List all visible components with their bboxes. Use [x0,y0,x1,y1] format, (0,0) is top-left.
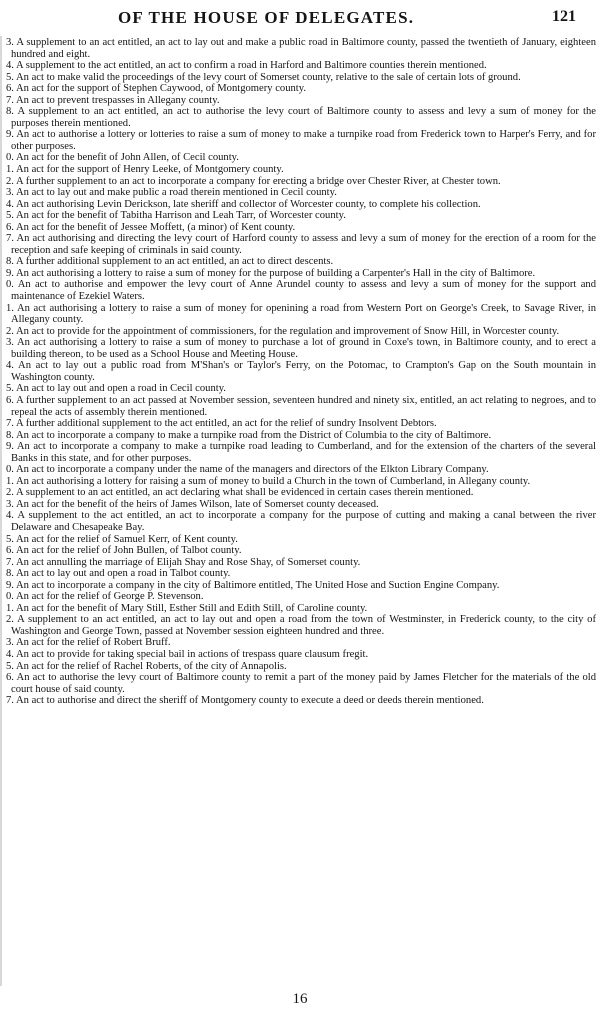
act-entry-text: 7. An act authorising and directing the levy court of Harford county to assess and levy a sum of money for the erection of a room for the reception and safe keeping of criminals in said county. [6,233,596,256]
act-entry [0,603,596,615]
act-entry [0,695,596,707]
act-entry [0,60,596,72]
act-entry [0,476,596,488]
act-entry-text: 8. A supplement to an act entitled, an act to authorise the levy court of Baltimore county to assess and levy a sum of money for the purposes therein mentioned. [6,106,596,129]
act-entry [0,545,596,557]
act-entry [0,164,596,176]
act-entry [0,199,596,211]
act-entry-text: 8. An act to lay out and open a road in Talbot county. [6,568,231,580]
act-entry [0,268,596,280]
act-entry-text: 4. A supplement to the act entitled, an act to confirm a road in Harford and Baltimore counties therein mentioned. [6,60,487,72]
act-entry [0,534,596,546]
act-entry-text: 9. An act to incorporate a company to make a turnpike road leading to Cumberland, and for the extension of the charters of the several Banks in this state, and for other purposes. [6,441,596,464]
act-entry [0,464,596,476]
act-entry-text: 6. An act for the relief of John Bullen, of Talbot county. [6,545,242,557]
act-entry-text: 2. A supplement to an act entitled, an act declaring what shall be evidenced in certain cases therein mentioned. [6,487,474,499]
page-footer [0,990,600,1008]
act-entry-text: 4. An act to provide for taking special bail in actions of trespass quare clausum fregit. [6,648,369,660]
act-entry [0,637,596,649]
act-entry-text: 2. A supplement to an act entitled, an act to lay out and open a road from the town of Westminster, in Frederick county, to the city of Washington and George Town, passed at November session eighteen hundred and three. [6,614,596,637]
act-entry [0,418,596,430]
act-entry-text: 4. An act authorising Levin Derickson, late sheriff and collector of Worcester county, to complete his collection. [6,198,481,210]
act-entry [0,591,596,603]
signature-mark: 16 [292,991,308,1007]
act-entry-text: 8. A further additional supplement to an act entitled, an act to direct descents. [6,256,334,268]
act-entry [0,95,596,107]
act-entry-text: 3. An act authorising a lottery to raise a sum of money to purchase a lot of ground in Coxe's town, in Baltimore county, and to erect a building thereon, to be used as a School House and Meeting House. [6,337,596,360]
act-entry-text: 2. An act to provide for the appointment of commissioners, for the regulation and improvement of Snow Hill, in Worcester county. [6,325,560,337]
act-entry [0,279,596,302]
act-entry-text: 8. An act to incorporate a company to make a turnpike road from the District of Columbia to the city of Baltimore. [6,429,492,441]
act-entry-text: 0. An act for the benefit of John Allen, of Cecil county. [6,152,239,164]
act-entry-text: 7. A further additional supplement to the act entitled, an act for the relief of sundry Insolvent Debtors. [6,418,437,430]
act-entry-text: 1. An act authorising a lottery to raise a sum of money for openining a road from Western Port on George's Creek, to Savage River, in Allegany county. [6,302,596,326]
act-entry [0,83,596,95]
running-title: OF THE HOUSE OF DELEGATES. [118,8,415,27]
act-entry-text: 9. An act authorising a lottery to raise a sum of money for the purpose of building a Carpenter's Hall in the city of Baltimore. [6,267,536,279]
act-entry-text: 9. An act to incorporate a company in the city of Baltimore entitled, The United Hose and Suction Engine Company. [6,579,500,591]
act-entry-text: 3. A supplement to an act entitled, an act to lay out and make a public road in Baltimore county, passed the twentieth of January, eighteen hundred and eight. [6,37,596,60]
act-entry-text: 0. An act for the relief of George P. Stevenson. [6,591,204,603]
act-entry [0,210,596,222]
act-entry [0,37,596,60]
act-entry [0,661,596,673]
act-entry-text: 9. An act to authorise a lottery or lotteries to raise a sum of money to make a turnpike road from Frederick town to Harper's Ferry, and for other purposes. [6,129,596,152]
act-entry-text: 1. An act authorising a lottery for raising a sum of money to build a Church in the town of Cumberland, in Allegany county. [6,475,531,487]
act-entry [0,129,596,152]
act-entry-text: 6. An act for the benefit of Jessee Moffett, (a minor) of Kent county. [6,221,296,233]
act-entry [0,187,596,199]
act-entry [0,360,596,383]
acts-list [0,37,596,707]
act-entry-text: 7. An act to prevent trespasses in Allegany county. [6,94,220,106]
act-entry-text: 3. An act for the benefit of the heirs of James Wilson, late of Somerset county deceased. [6,498,379,510]
act-entry-text: 0. An act to incorporate a company under the name of the managers and directors of the Elkton Library Company. [6,464,489,476]
act-entry [0,614,596,637]
act-entry [0,649,596,661]
act-entry [0,222,596,234]
act-entry [0,383,596,395]
act-entry [0,256,596,268]
act-entry [0,430,596,442]
act-entry-text: 5. An act to make valid the proceedings of the levy court of Somerset county, relative to the sale of certain lots of ground. [6,71,521,83]
act-entry [0,152,596,164]
act-entry-text: 7. An act annulling the marriage of Elijah Shay and Rose Shay, of Somerset county. [6,556,361,568]
act-entry [0,580,596,592]
act-entry [0,326,596,338]
act-entry-text: 4. A supplement to the act entitled, an act to incorporate a company for the purpose of cutting and making a canal between the river Delaware and Chesapeake Bay. [6,510,596,533]
act-entry-text: 3. An act to lay out and make public a road therein mentioned in Cecil county. [6,187,337,199]
act-entry-text: 2. A further supplement to an act to incorporate a company for erecting a bridge over Chester River, at Chester town. [6,175,501,187]
act-entry-text: 5. An act for the relief of Samuel Kerr, of Kent county. [6,533,238,545]
act-entry-text: 3. An act for the relief of Robert Bruff. [6,637,171,649]
act-entry-text: 1. An act for the support of Henry Leeke, of Montgomery county. [6,164,284,176]
act-entry [0,672,596,695]
act-entry [0,176,596,188]
act-entry [0,303,596,326]
act-entry-text: 7. An act to authorise and direct the sheriff of Montgomery county to execute a deed or deeds therein mentioned. [6,695,484,707]
act-entry-text: 6. An act to authorise the levy court of Baltimore county to remit a part of the money paid by James Fletcher for the materials of the old court house of said county. [6,672,596,695]
act-entry-text: 5. An act for the relief of Rachel Roberts, of the city of Annapolis. [6,660,287,672]
act-entry [0,106,596,129]
act-entry-text: 6. A further supplement to an act passed at November session, seventeen hundred and ninety six, entitled, an act relating to negroes, and to repeal the acts of assembly therein mentioned. [6,394,596,418]
act-entry [0,487,596,499]
act-entry [0,337,596,360]
act-entry-text: 5. An act for the benefit of Tabitha Harrison and Leah Tarr, of Worcester county. [6,210,346,222]
act-entry [0,499,596,511]
act-entry [0,441,596,464]
act-entry [0,395,596,418]
act-entry [0,568,596,580]
act-entry-text: 4. An act to lay out a public road from M'Shan's or Taylor's Ferry, on the Potomac, to Crampton's Gap on the South mountain in Washington county. [6,360,596,383]
act-entry-text: 6. An act for the support of Stephen Caywood, of Montgomery county. [6,83,307,95]
act-entry-text: 5. An act to lay out and open a road in Cecil county. [6,383,226,395]
act-entry [0,72,596,84]
act-entry [0,233,596,256]
act-entry [0,510,596,533]
act-entry [0,557,596,569]
page-header [0,8,600,32]
page-number: 121 [552,8,576,25]
act-entry-text: 1. An act for the benefit of Mary Still, Esther Still and Edith Still, of Caroline county. [6,602,368,614]
act-entry-text: 0. An act to authorise and empower the levy court of Anne Arundel county to assess and levy a sum of money for the support and maintenance of Ezekiel Waters. [6,279,596,303]
